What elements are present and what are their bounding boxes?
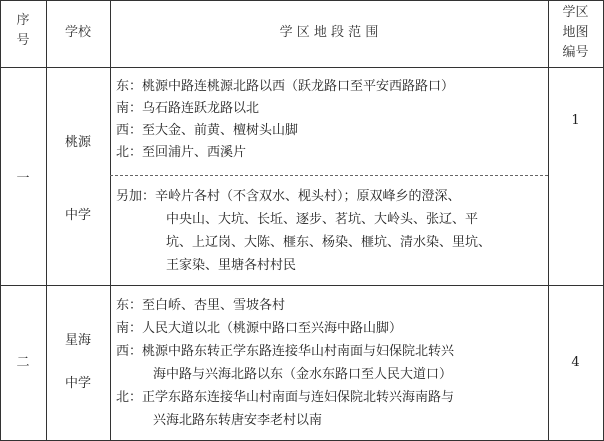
row1-extra-line4: 王家染、里塘各村村民 [166, 258, 297, 273]
row1-school-line1: 桃源 [64, 135, 91, 150]
row1-range-south: 南：乌石路连跃龙路以北 [116, 101, 260, 116]
header-seq [0, 11, 46, 51]
row1-range-east: 东：桃源中路连桃源北路以西（跃龙路口至平安西路路口） [116, 79, 455, 94]
row2-range-east: 东：至白峤、杏里、雪坡各村 [116, 298, 286, 313]
row1-range-block [116, 76, 454, 164]
grid-line [0, 285, 604, 286]
header-range: 学 区 地 段 范 围 [279, 25, 379, 40]
row2-school-line1: 星海 [64, 333, 91, 348]
row1-extra-line2: 中央山、大坑、长坵、逐步、茗坑、大岭头、张辽、平 [166, 212, 479, 227]
header-map-line2: 地图 [562, 25, 589, 40]
grid-line [0, 67, 604, 68]
header-school: 学校 [64, 25, 91, 40]
header-map-line3: 编号 [562, 45, 589, 60]
header-seq-line1: 序 [16, 13, 30, 28]
row1-range-west: 西：至大金、前黄、檀树头山脚 [116, 123, 299, 138]
row2-range-west-cont: 海中路与兴海北路以东（金水东路口至人民大道口） [153, 367, 453, 382]
row2-range-north-cont: 兴海北路东转唐安李老村以南 [153, 413, 323, 428]
grid-line [110, 175, 548, 177]
header-map-line1: 学区 [562, 5, 589, 20]
row2-map-number: 4 [571, 355, 580, 370]
row1-map-number: 1 [571, 113, 580, 128]
row2-range-south: 南：人民大道以北（桃源中路口至兴海中路山脚） [116, 321, 403, 336]
header-map-number [548, 3, 603, 63]
grid-line [0, 0, 604, 1]
row2-range-block [116, 294, 454, 432]
row2-seq: 二 [16, 355, 30, 370]
row1-seq: 一 [16, 171, 30, 186]
row1-extra-line1: 另加：辛岭片各村（不含双水、枧头村）；原双峰乡的澄深、 [116, 189, 461, 204]
row1-extra-line3: 坑、上辽岗、大陈、榧东、杨染、榧坑、清水染、里坑、 [166, 235, 492, 250]
row2-range-west: 西：桃源中路东转正学东路连接华山村南面与妇保院北转兴 [116, 344, 455, 359]
row1-range-north: 北：至回浦片、西溪片 [116, 145, 247, 160]
row1-extra-block [116, 185, 491, 277]
row1-school-line2: 中学 [64, 208, 91, 223]
header-seq-line2: 号 [16, 33, 30, 48]
row2-school-line2: 中学 [64, 376, 91, 391]
row2-range-north: 北：正学东路东连接华山村南面与连妇保院北转兴海南路与 [116, 390, 455, 405]
